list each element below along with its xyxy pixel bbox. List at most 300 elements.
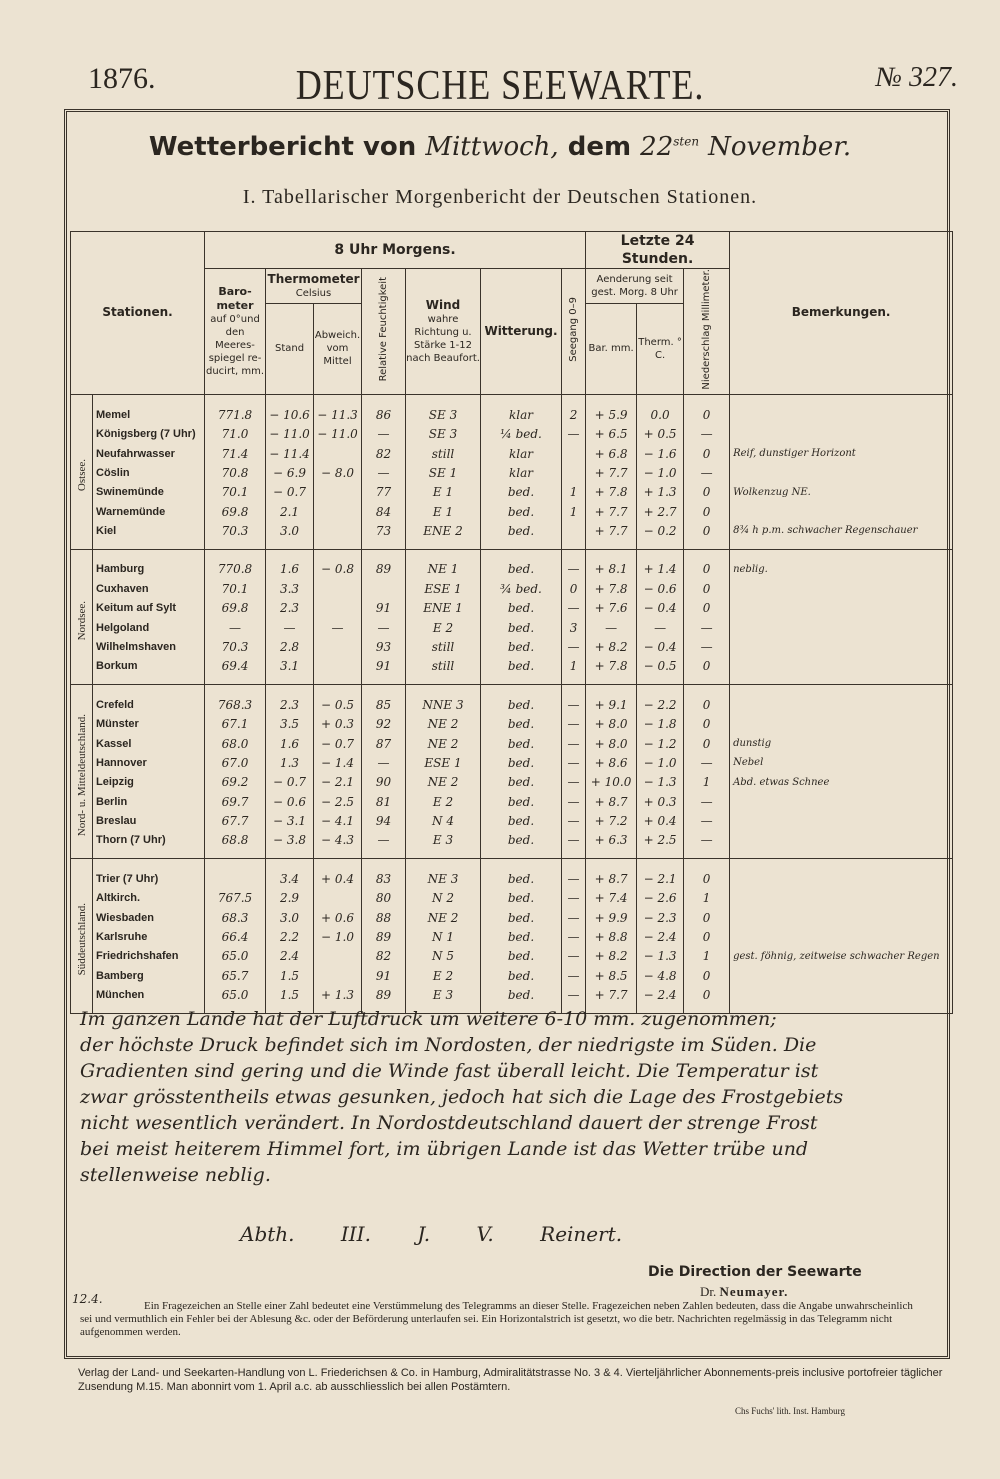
- cell-bem: [730, 618, 953, 637]
- cell-abw: [314, 599, 362, 618]
- cell-baro: 65.0: [205, 947, 266, 966]
- cell-bem: neblig.: [730, 549, 953, 579]
- cell-wind: E 3: [406, 831, 481, 859]
- cell-see: —: [562, 685, 586, 715]
- region-name: Nord- u. Mitteldeutschland.: [75, 714, 88, 837]
- cell-baro: 68.3: [205, 908, 266, 927]
- header-baro-title: Baro-meter: [216, 284, 254, 313]
- station-name: Wiesbaden: [93, 908, 205, 927]
- cell-stand: —: [266, 618, 314, 637]
- cell-baro: 69.8: [205, 502, 266, 521]
- cell-see: 1: [562, 502, 586, 521]
- cell-nied: —: [684, 618, 730, 637]
- cell-stand: 2.3: [266, 599, 314, 618]
- cell-baro: 66.4: [205, 927, 266, 946]
- cell-see: —: [562, 637, 586, 656]
- cell-wind: N 4: [406, 811, 481, 830]
- cell-nied: 1: [684, 947, 730, 966]
- cell-abw: − 8.0: [314, 463, 362, 482]
- cell-wind: E 2: [406, 792, 481, 811]
- cell-stand: 3.0: [266, 908, 314, 927]
- cell-witt: bed.: [481, 549, 562, 579]
- cell-witt: ¼ bed.: [481, 425, 562, 444]
- cell-dbar: —: [586, 618, 637, 637]
- cell-dtherm: + 1.3: [637, 483, 684, 502]
- cell-wind: ESE 1: [406, 579, 481, 598]
- cell-abw: [314, 579, 362, 598]
- cell-witt: bed.: [481, 618, 562, 637]
- table-row: [71, 502, 953, 521]
- cell-stand: − 11.4: [266, 444, 314, 463]
- cell-abw: − 2.1: [314, 773, 362, 792]
- cell-dtherm: − 2.1: [637, 859, 684, 889]
- cell-stand: 1.3: [266, 753, 314, 772]
- cell-bem: [730, 637, 953, 656]
- cell-dbar: + 7.7: [586, 502, 637, 521]
- table-row: [71, 549, 953, 579]
- cell-dbar: + 7.6: [586, 599, 637, 618]
- station-name: Münster: [93, 715, 205, 734]
- cell-abw: − 0.8: [314, 549, 362, 579]
- cell-dbar: + 8.6: [586, 753, 637, 772]
- cell-abw: + 0.4: [314, 859, 362, 889]
- report-date: [640, 132, 699, 162]
- cell-stand: 1.6: [266, 734, 314, 753]
- cell-feucht: 92: [362, 715, 406, 734]
- station-name: Bamberg: [93, 966, 205, 985]
- header-baro-sub: auf 0°und den Meeres-spiegel re-ducirt, mm.: [206, 314, 265, 378]
- header-thermo-sub: Celsius: [295, 288, 332, 300]
- region-name: Ostsee.: [75, 459, 88, 492]
- cell-dtherm: − 4.8: [637, 966, 684, 985]
- masthead-year: 1876.: [88, 62, 156, 95]
- cell-bem: 8¾ h p.m. schwacher Regenschauer: [730, 521, 953, 549]
- cell-feucht: 89: [362, 549, 406, 579]
- cell-dbar: + 6.3: [586, 831, 637, 859]
- cell-baro: —: [205, 618, 266, 637]
- cell-baro: 67.1: [205, 715, 266, 734]
- report-day: Mittwoch,: [425, 132, 559, 162]
- cell-nied: 0: [684, 579, 730, 598]
- cell-feucht: 83: [362, 859, 406, 889]
- cell-nied: 0: [684, 715, 730, 734]
- cell-abw: − 4.1: [314, 811, 362, 830]
- cell-nied: 1: [684, 773, 730, 792]
- cell-witt: bed.: [481, 521, 562, 549]
- cell-feucht: —: [362, 831, 406, 859]
- table-row: [71, 618, 953, 637]
- cell-nied: 0: [684, 657, 730, 685]
- cell-feucht: 87: [362, 734, 406, 753]
- cell-see: —: [562, 966, 586, 985]
- cell-see: —: [562, 927, 586, 946]
- cell-wind: still: [406, 657, 481, 685]
- cell-stand: 2.9: [266, 889, 314, 908]
- cell-dbar: + 8.5: [586, 966, 637, 985]
- cell-nied: 0: [684, 859, 730, 889]
- cell-bem: Nebel: [730, 753, 953, 772]
- cell-witt: klar: [481, 444, 562, 463]
- table-row: [71, 859, 953, 889]
- cell-dtherm: − 2.2: [637, 685, 684, 715]
- cell-feucht: 91: [362, 657, 406, 685]
- table-row: [71, 792, 953, 811]
- header-precip-label: Niederschlag Millimeter.: [701, 269, 713, 390]
- table-row: [71, 927, 953, 946]
- header-morning: 8 Uhr Morgens.: [205, 232, 586, 269]
- weather-summary: [80, 1006, 948, 1188]
- cell-dbar: + 8.7: [586, 859, 637, 889]
- table-row: [71, 579, 953, 598]
- lithographer: Chs Fuchs' lith. Inst. Hamburg: [735, 1406, 845, 1416]
- cell-witt: bed.: [481, 985, 562, 1013]
- cell-stand: − 0.7: [266, 773, 314, 792]
- cell-wind: N 5: [406, 947, 481, 966]
- station-name: Borkum: [93, 657, 205, 685]
- cell-feucht: 94: [362, 811, 406, 830]
- header-last24: Letzte 24 Stunden.: [586, 232, 730, 269]
- publisher-notice: Verlag der Land- und Seekarten-Handlung von L. Friederichsen & Co. in Hamburg, Admiralitätstrasse No. 3 & 4. Vierteljährlicher Abonnements-preis inclusive portofreier täglicher Zusendung M.15. Man abonnirt vom 1. April a.c. ab ausschliesslich bei allen Postämtern.: [78, 1367, 943, 1393]
- cell-feucht: 73: [362, 521, 406, 549]
- table-row: [71, 966, 953, 985]
- cell-see: [562, 444, 586, 463]
- cell-witt: bed.: [481, 811, 562, 830]
- cell-see: —: [562, 549, 586, 579]
- cell-dbar: + 7.8: [586, 483, 637, 502]
- cell-wind: E 1: [406, 483, 481, 502]
- cell-stand: 1.5: [266, 985, 314, 1013]
- cell-wind: E 2: [406, 618, 481, 637]
- cell-abw: [314, 444, 362, 463]
- station-name: Berlin: [93, 792, 205, 811]
- cell-abw: − 0.7: [314, 734, 362, 753]
- header-bar: Bar. mm.: [586, 303, 637, 394]
- cell-see: 0: [562, 579, 586, 598]
- weather-table: [70, 231, 953, 1014]
- cell-feucht: —: [362, 425, 406, 444]
- cell-stand: − 3.8: [266, 831, 314, 859]
- cell-abw: − 1.4: [314, 753, 362, 772]
- cell-abw: − 0.5: [314, 685, 362, 715]
- cell-wind: NE 2: [406, 734, 481, 753]
- cell-wind: E 3: [406, 985, 481, 1013]
- cell-see: 1: [562, 657, 586, 685]
- cell-abw: + 0.6: [314, 908, 362, 927]
- cell-feucht: 80: [362, 889, 406, 908]
- cell-dtherm: + 0.4: [637, 811, 684, 830]
- summary-line: stellenweise neblig.: [80, 1164, 271, 1186]
- cell-abw: [314, 966, 362, 985]
- cell-stand: − 3.1: [266, 811, 314, 830]
- cell-baro: [205, 859, 266, 889]
- cell-bem: [730, 908, 953, 927]
- cell-baro: 771.8: [205, 394, 266, 424]
- cell-bem: [730, 792, 953, 811]
- cell-bem: [730, 502, 953, 521]
- cell-baro: 70.3: [205, 521, 266, 549]
- cell-nied: 0: [684, 521, 730, 549]
- table-row: [71, 425, 953, 444]
- cell-dbar: + 8.2: [586, 637, 637, 656]
- cell-baro: 68.8: [205, 831, 266, 859]
- cell-see: 3: [562, 618, 586, 637]
- cell-feucht: 77: [362, 483, 406, 502]
- cell-see: —: [562, 425, 586, 444]
- cell-baro: 768.3: [205, 685, 266, 715]
- cell-baro: 67.7: [205, 811, 266, 830]
- cell-see: —: [562, 792, 586, 811]
- cell-see: —: [562, 859, 586, 889]
- cell-baro: 767.5: [205, 889, 266, 908]
- cell-see: —: [562, 599, 586, 618]
- cell-abw: − 11.0: [314, 425, 362, 444]
- cell-bem: [730, 889, 953, 908]
- reference-number: 12.4.: [72, 1292, 103, 1306]
- cell-baro: 69.4: [205, 657, 266, 685]
- table-row: [71, 753, 953, 772]
- cell-abw: [314, 889, 362, 908]
- cell-dtherm: + 0.5: [637, 425, 684, 444]
- cell-nied: 0: [684, 483, 730, 502]
- director-name: [700, 1284, 788, 1300]
- report-month: November.: [708, 132, 852, 162]
- cell-bem: Abd. etwas Schnee: [730, 773, 953, 792]
- cell-dbar: + 7.7: [586, 521, 637, 549]
- cell-nied: —: [684, 463, 730, 482]
- header-stations: Stationen.: [71, 232, 205, 395]
- cell-witt: bed.: [481, 599, 562, 618]
- cell-witt: bed.: [481, 792, 562, 811]
- table-row: [71, 657, 953, 685]
- cell-stand: 2.1: [266, 502, 314, 521]
- cell-baro: 71.0: [205, 425, 266, 444]
- header-remarks: Bemerkungen.: [730, 232, 953, 395]
- cell-nied: —: [684, 811, 730, 830]
- region-label: [71, 394, 93, 549]
- cell-dbar: + 10.0: [586, 773, 637, 792]
- header-humidity-label: Relative Feuchtigkeit: [378, 277, 390, 382]
- cell-wind: ENE 1: [406, 599, 481, 618]
- cell-dtherm: —: [637, 618, 684, 637]
- report-title-dem: dem: [567, 132, 632, 162]
- report-title-von: von: [362, 132, 417, 162]
- cell-baro: 65.7: [205, 966, 266, 985]
- cell-feucht: 89: [362, 985, 406, 1013]
- cell-bem: [730, 425, 953, 444]
- cell-witt: bed.: [481, 657, 562, 685]
- station-name: Neufahrwasser: [93, 444, 205, 463]
- station-name: Trier (7 Uhr): [93, 859, 205, 889]
- cell-stand: 2.2: [266, 927, 314, 946]
- table-row: [71, 947, 953, 966]
- cell-bem: [730, 685, 953, 715]
- cell-nied: 0: [684, 985, 730, 1013]
- cell-nied: —: [684, 637, 730, 656]
- masthead-number: № 327.: [875, 62, 958, 93]
- cell-bem: [730, 599, 953, 618]
- header-wind: [406, 269, 481, 395]
- cell-wind: E 1: [406, 502, 481, 521]
- cell-witt: bed.: [481, 483, 562, 502]
- cell-dtherm: − 1.0: [637, 463, 684, 482]
- cell-dtherm: − 2.3: [637, 908, 684, 927]
- region-label: [71, 859, 93, 1014]
- cell-wind: ESE 1: [406, 753, 481, 772]
- header-abweich: Abweich. vom Mittel: [314, 303, 362, 394]
- summary-line: nicht wesentlich verändert. In Nordostdeutschland dauert der strenge Frost: [80, 1112, 818, 1134]
- cell-baro: 770.8: [205, 549, 266, 579]
- cell-abw: + 0.3: [314, 715, 362, 734]
- cell-see: —: [562, 985, 586, 1013]
- cell-baro: 70.1: [205, 483, 266, 502]
- station-name: Breslau: [93, 811, 205, 830]
- cell-witt: klar: [481, 394, 562, 424]
- header-humidity: [362, 269, 406, 395]
- cell-baro: 70.8: [205, 463, 266, 482]
- cell-nied: —: [684, 831, 730, 859]
- cell-see: —: [562, 811, 586, 830]
- station-name: Cöslin: [93, 463, 205, 482]
- cell-see: 2: [562, 394, 586, 424]
- cell-abw: [314, 502, 362, 521]
- cell-witt: klar: [481, 463, 562, 482]
- cell-baro: 65.0: [205, 985, 266, 1013]
- cell-witt: bed.: [481, 637, 562, 656]
- cell-witt: bed.: [481, 734, 562, 753]
- cell-dbar: + 7.4: [586, 889, 637, 908]
- weather-table-body: [71, 394, 953, 1013]
- cell-dtherm: − 0.6: [637, 579, 684, 598]
- report-subtitle: I. Tabellarischer Morgenbericht der Deutschen Stationen.: [242, 186, 758, 208]
- summary-line: Gradienten sind gering und die Winde fast überall leicht. Die Temperatur ist: [80, 1060, 819, 1082]
- cell-wind: still: [406, 444, 481, 463]
- cell-dbar: + 8.0: [586, 734, 637, 753]
- station-name: Karlsruhe: [93, 927, 205, 946]
- station-name: Kiel: [93, 521, 205, 549]
- cell-see: [562, 521, 586, 549]
- summary-line: Im ganzen Lande hat der Luftdruck um weitere 6-10 mm. zugenommen;: [80, 1008, 777, 1030]
- header-wind-sub: wahre Richtung u. Stärke 1-12 nach Beaufort.: [406, 314, 480, 365]
- cell-witt: ¾ bed.: [481, 579, 562, 598]
- cell-nied: 0: [684, 599, 730, 618]
- cell-nied: —: [684, 753, 730, 772]
- cell-nied: 0: [684, 966, 730, 985]
- table-row: [71, 831, 953, 859]
- cell-wind: NE 1: [406, 549, 481, 579]
- cell-dtherm: − 1.3: [637, 947, 684, 966]
- cell-dbar: + 7.8: [586, 657, 637, 685]
- cell-baro: 70.3: [205, 637, 266, 656]
- table-row: [71, 908, 953, 927]
- header-weather: Witterung.: [481, 269, 562, 395]
- cell-see: —: [562, 947, 586, 966]
- cell-dbar: + 8.1: [586, 549, 637, 579]
- cell-dbar: + 7.8: [586, 579, 637, 598]
- cell-stand: − 0.7: [266, 483, 314, 502]
- cell-bem: [730, 859, 953, 889]
- cell-baro: 68.0: [205, 734, 266, 753]
- cell-dbar: + 7.7: [586, 463, 637, 482]
- cell-feucht: 81: [362, 792, 406, 811]
- cell-abw: + 1.3: [314, 985, 362, 1013]
- station-name: Königsberg (7 Uhr): [93, 425, 205, 444]
- cell-feucht: 93: [362, 637, 406, 656]
- region-name: Süddeutschland.: [75, 903, 88, 976]
- cell-stand: 2.4: [266, 947, 314, 966]
- table-row: [71, 444, 953, 463]
- station-name: Memel: [93, 394, 205, 424]
- region-label: [71, 549, 93, 684]
- cell-nied: 0: [684, 394, 730, 424]
- cell-stand: 3.5: [266, 715, 314, 734]
- table-row: [71, 734, 953, 753]
- director-surname: Neumayer.: [719, 1284, 789, 1299]
- cell-dtherm: − 1.6: [637, 444, 684, 463]
- cell-feucht: 91: [362, 966, 406, 985]
- station-name: München: [93, 985, 205, 1013]
- summary-signature: Abth. III. J. V. Reinert.: [240, 1222, 623, 1246]
- cell-baro: 70.1: [205, 579, 266, 598]
- cell-nied: 0: [684, 927, 730, 946]
- table-row: [71, 685, 953, 715]
- station-name: Cuxhaven: [93, 579, 205, 598]
- cell-baro: 69.2: [205, 773, 266, 792]
- cell-stand: − 0.6: [266, 792, 314, 811]
- region-label: [71, 685, 93, 859]
- station-name: Hannover: [93, 753, 205, 772]
- cell-abw: − 11.3: [314, 394, 362, 424]
- cell-abw: [314, 657, 362, 685]
- director-title: Dr.: [700, 1284, 717, 1299]
- cell-dtherm: − 0.4: [637, 599, 684, 618]
- cell-dtherm: − 1.0: [637, 753, 684, 772]
- header-seegang: [562, 269, 586, 395]
- cell-dbar: + 9.1: [586, 685, 637, 715]
- report-date-sup: sten: [673, 134, 700, 149]
- table-row: [71, 889, 953, 908]
- cell-bem: [730, 927, 953, 946]
- cell-dtherm: + 2.5: [637, 831, 684, 859]
- cell-witt: bed.: [481, 831, 562, 859]
- table-row: [71, 637, 953, 656]
- cell-dbar: + 8.0: [586, 715, 637, 734]
- station-name: Swinemünde: [93, 483, 205, 502]
- cell-see: [562, 463, 586, 482]
- cell-wind: NNE 3: [406, 685, 481, 715]
- cell-dbar: + 6.8: [586, 444, 637, 463]
- cell-see: 1: [562, 483, 586, 502]
- cell-see: —: [562, 734, 586, 753]
- header-stand: Stand: [266, 303, 314, 394]
- header-seegang-label: Seegang 0–9: [568, 297, 580, 363]
- cell-bem: dunstig: [730, 734, 953, 753]
- header-barometer: [205, 269, 266, 395]
- cell-witt: bed.: [481, 773, 562, 792]
- report-title-prefix: Wetterbericht: [148, 132, 354, 162]
- cell-abw: —: [314, 618, 362, 637]
- cell-dbar: + 5.9: [586, 394, 637, 424]
- cell-wind: still: [406, 637, 481, 656]
- cell-witt: bed.: [481, 715, 562, 734]
- cell-wind: NE 2: [406, 715, 481, 734]
- cell-dbar: + 8.2: [586, 947, 637, 966]
- cell-dtherm: − 2.4: [637, 985, 684, 1013]
- summary-line: zwar grösstentheils etwas gesunken, jedoch hat sich die Lage des Frostgebiets: [80, 1086, 844, 1108]
- cell-dtherm: − 0.2: [637, 521, 684, 549]
- cell-wind: SE 3: [406, 425, 481, 444]
- cell-dbar: + 7.7: [586, 985, 637, 1013]
- cell-stand: − 10.6: [266, 394, 314, 424]
